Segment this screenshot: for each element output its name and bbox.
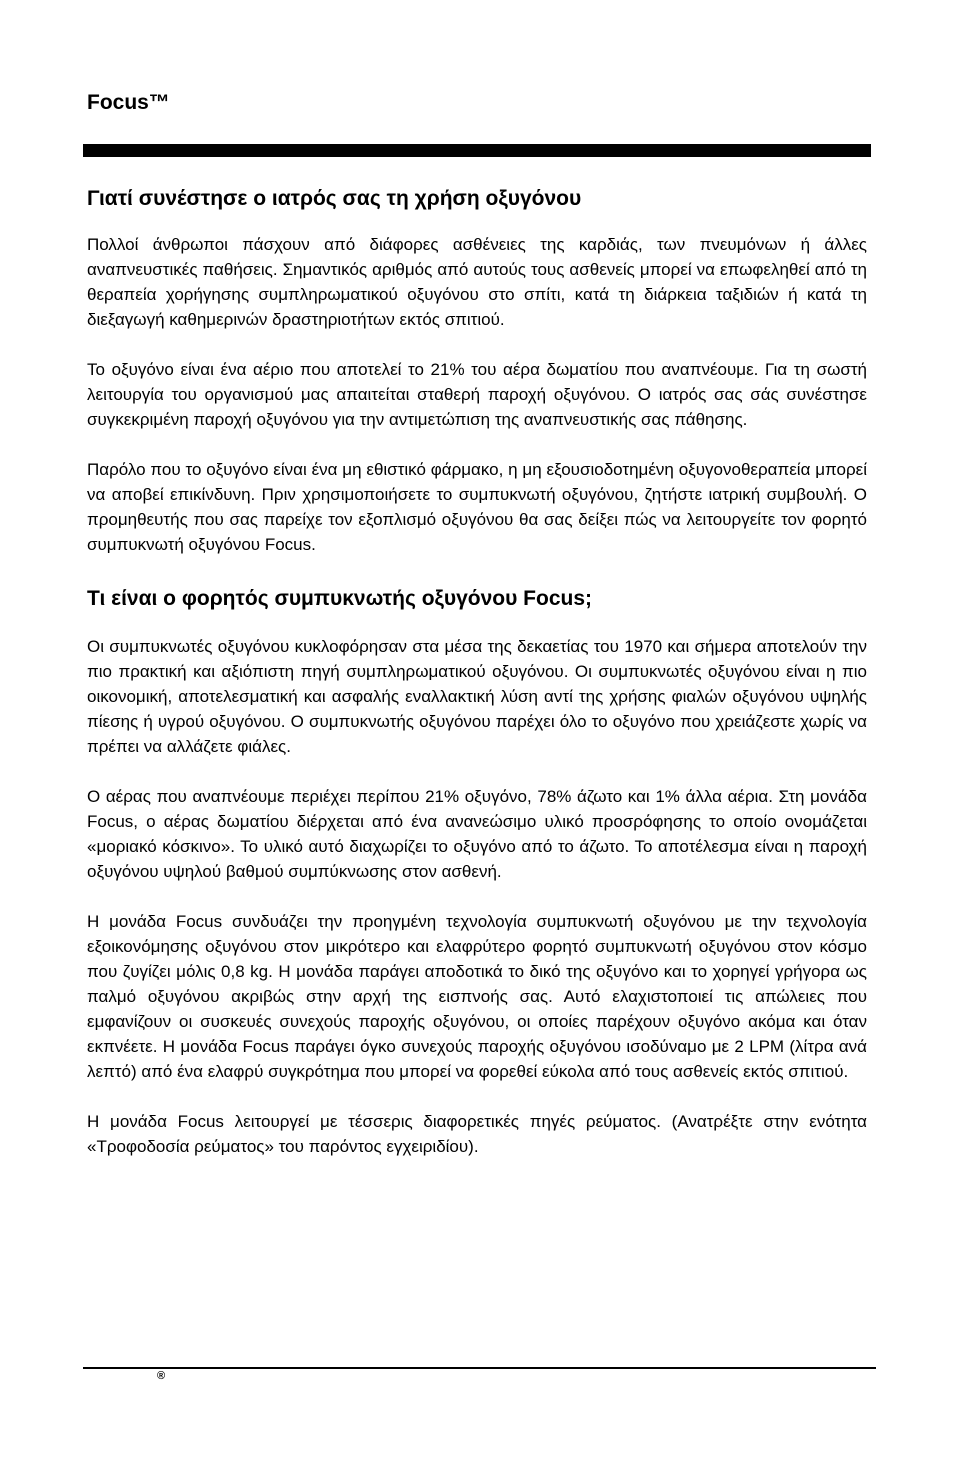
registered-mark: ® [157,1370,166,1382]
header-rule [83,144,871,157]
page-title: Focus™ [87,91,170,114]
section-why-oxygen [87,182,867,557]
paragraph: Παρόλο που το οξυγόνο είναι ένα μη εθιστικό φάρμακο, η μη εξουσιοδοτημένη οξυγονοθεραπεία μπορεί να αποβεί επικίνδυνη. Πριν χρησιμοποιήσετε το συμπυκνωτή οξυγόνου, ζητήστε ιατρική συμβουλή. Ο προμηθευτής που σας παρείχε τον εξοπλισμό οξυγόνου θα σας δείξει πώς να λειτουργείτε τον φορητό συμπυκνωτή οξυγόνου Focus. [87,460,867,554]
paragraph: Η μονάδα Focus συνδυάζει την προηγμένη τεχνολογία συμπυκνωτή οξυγόνου με την τεχνολογία εξοικονόμησης οξυγόνου στον μικρότερο και ελαφρύτερο φορητό συμπυκνωτή οξυγόνου στον κόσμο που ζυγίζει μόλις 0,8 kg. Η μονάδα παράγει αποδοτικά το δικό της οξυγόνο και το χορηγεί γρήγορα ως παλμό οξυγόνου ακριβώς στην αρχή της εισπνοής σας. Αυτό ελαχιστοποιεί τις απώλειες που εμφανίζουν οι συσκευές συνεχούς παροχής οξυγόνου, οι οποίες παρέχουν οξυγόνο ακόμα και όταν εκπνέετε. Η μονάδα Focus παράγει όγκο συνεχούς παροχής οξυγόνου ισοδύναμο με 2 LPM (λίτρα ανά λεπτό) από ένα ελαφρύ συγκρότημα που μπορεί να φορεθεί εύκολα από τους ασθενείς εκτός σπιτιού. [87,912,867,1081]
paragraph: Πολλοί άνθρωποι πάσχουν από διάφορες ασθένειες της καρδιάς, των πνευμόνων ή άλλες αναπνευστικές παθήσεις. Σημαντικός αριθμός από αυτούς τους ασθενείς μπορεί να επωφεληθεί από τη θεραπεία χορήγησης συμπληρωματικού οξυγόνου στο σπίτι, κατά τη διάρκεια ταξιδιών ή κατά τη διεξαγωγή καθημερινών δραστηριοτήτων εκτός σπιτιού. [87,235,867,329]
paragraph: Η μονάδα Focus λειτουργεί με τέσσερις διαφορετικές πηγές ρεύματος. (Ανατρέξτε στην ενότητα «Τροφοδοσία ρεύματος» του παρόντος εγχειριδίου). [87,1112,867,1156]
section-heading: Γιατί συνέστησε ο ιατρός σας τη χρήση οξυγόνου [87,187,582,210]
section-what-is-focus [87,582,867,1159]
section-heading: Τι είναι ο φορητός συμπυκνωτής οξυγόνου Focus; [87,587,593,610]
paragraph: Το οξυγόνο είναι ένα αέριο που αποτελεί το 21% του αέρα δωματίου που αναπνέουμε. Για τη σωστή λειτουργία του οργανισμού μας απαιτείται σταθερή παροχή οξυγόνου. Ο ιατρός σας σάς συνέστησε συγκεκριμένη παροχή οξυγόνου για την αντιμετώπιση της αναπνευστικής σας πάθησης. [87,360,867,429]
footer-rule [83,1367,876,1369]
paragraph: Ο αέρας που αναπνέουμε περιέχει περίπου 21% οξυγόνο, 78% άζωτο και 1% άλλα αέρια. Στη μονάδα Focus, ο αέρας δωματίου διέρχεται από ένα ανανεώσιμο υλικό προσρόφησης το οποίο ονομάζεται «μοριακό κόσκινο». Το υλικό αυτό διαχωρίζει το οξυγόνο από το άζωτο. Το αποτέλεσμα είναι η παροχή οξυγόνου υψηλού βαθμού συμπύκνωσης στον ασθενή. [87,787,867,881]
paragraph: Οι συμπυκνωτές οξυγόνου κυκλοφόρησαν στα μέσα της δεκαετίας του 1970 και σήμερα αποτελούν την πιο πρακτική και αξιόπιστη πηγή συμπληρωματικού οξυγόνου. Οι συμπυκνωτές οξυγόνου είναι η πιο οικονομική, αποτελεσματική και ασφαλής εναλλακτική λύση αντί της χρήσης φιαλών οξυγόνου υψηλής πίεσης ή υγρού οξυγόνου. Ο συμπυκνωτής οξυγόνου παρέχει όλο το οξυγόνο που χρειάζεστε χωρίς να πρέπει να αλλάζετε φιάλες. [87,637,867,756]
document-body [87,182,867,1184]
